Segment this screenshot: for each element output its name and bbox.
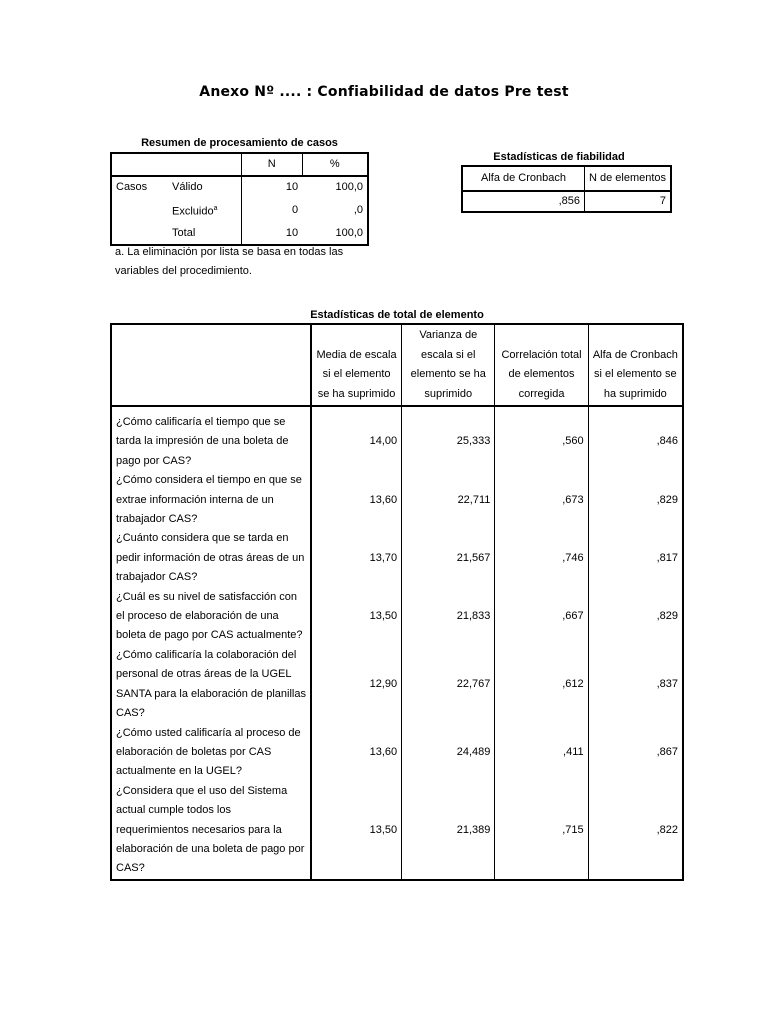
cell-n: 10 [241,176,302,198]
reliability-caption: Estadísticas de fiabilidad [493,151,625,163]
cell-alpha-if-deleted: ,837 [588,646,683,724]
cell-scale-variance: 21,389 [402,782,495,880]
cell-scale-mean: 14,00 [369,435,398,448]
cell-scale-mean: 13,60 [369,493,398,506]
cell-n-elements: 7 [585,191,672,212]
header-cell-item-correlation: Correlación total de elementos corregida [495,324,588,406]
cell-item-correlation: ,560 [495,406,588,471]
cell-scale-variance: 24,489 [402,724,495,782]
header-cell-pct: % [302,153,368,176]
cell-scale-variance: 25,333 [402,406,495,471]
table-row [111,176,368,198]
row-label: Válido [172,181,203,193]
table-row [462,191,671,212]
group-label: Casos [116,181,148,193]
cell-item-correlation: ,612 [495,646,588,724]
cell-item-correlation: ,715 [495,782,588,880]
row-label: Excluido$^a$ [172,205,218,218]
cell-alpha-if-deleted: ,867 [588,724,683,782]
header-cell-alpha-if-deleted: Alfa de Cronbach si el elemento se ha suprimido [588,324,683,406]
cell-item-correlation: ,667 [495,588,588,646]
reliability-table [461,165,672,213]
cell-scale-mean: 12,90 [369,677,398,690]
item-question: ¿Cuánto considera que se tarda en pedir información de otras áreas de un trabajador CAS? [111,529,311,587]
cell-pct: 100,0 [335,181,363,193]
table-row [111,646,683,724]
header-cell-empty [111,324,311,406]
item-question: ¿Cómo usted calificaría al proceso de elaboración de boletas por CAS actualmente en la UGEL? [111,724,311,782]
table-row [111,223,368,245]
item-total-table [110,323,684,881]
cell-alpha: ,856 [558,195,580,207]
item-question: ¿Cómo calificaría la colaboración del personal de otras áreas de la UGEL SANTA para la elaboración de planillas CAS? [111,646,311,724]
header-cell-empty [168,153,241,176]
row-label: Total [172,226,196,239]
cell-pct: ,0 [353,203,363,216]
table-row [111,724,683,782]
header-cell-n: N [241,153,302,176]
group-label-empty [111,198,168,223]
cell-scale-variance: 21,833 [402,588,495,646]
cell-scale-variance: 22,767 [402,646,495,724]
cell-alpha-if-deleted: ,829 [588,471,683,529]
item-question: ¿Considera que el uso del Sistema actual cumple todos los requerimientos necesarios para la elaboración de una boleta de pago por CAS? [111,782,311,880]
table-row [111,471,683,529]
cell-item-correlation: ,411 [495,724,588,782]
cell-scale-variance: 22,711 [402,471,495,529]
cell-alpha-if-deleted: ,829 [588,588,683,646]
footnote-marker: a [213,205,218,212]
cell-scale-variance: 21,567 [402,529,495,587]
header-cell-empty [111,153,168,176]
header-cell-scale-variance: Varianza de escala si el elemento se ha suprimido [402,324,495,406]
case-summary-table [110,152,369,246]
cell-n: 10 [241,223,302,245]
item-total-caption: Estadísticas de total de elemento [310,309,484,321]
table-row [111,782,683,880]
table-header-row [462,166,671,191]
table-row [111,529,683,587]
table-header-row [111,324,683,406]
cell-scale-mean: 13,60 [369,745,398,758]
cell-alpha-if-deleted: ,846 [588,406,683,471]
item-question: ¿Cuál es su nivel de satisfacción con el proceso de elaboración de una boleta de pago por CAS actualmente? [111,588,311,646]
cell-alpha-if-deleted: ,822 [588,782,683,880]
table-row [111,406,683,471]
header-cell-n-elements: N de elementos [585,166,672,191]
cell-alpha-if-deleted: ,817 [588,529,683,587]
item-question: ¿Cómo calificaría el tiempo que se tarda la impresión de una boleta de pago por CAS? [111,406,311,471]
header-cell-alpha: Alfa de Cronbach [462,166,585,191]
group-label-empty [111,223,168,245]
header-cell-scale-mean: Media de escala si el elemento se ha suprimido [311,324,402,406]
cell-n: 0 [241,198,302,223]
page-title: Anexo Nº .... : Confiabilidad de datos Pre test [199,84,569,100]
cell-scale-mean: 13,70 [369,551,398,564]
table-row [111,198,368,223]
item-question: ¿Cómo considera el tiempo en que se extrae información interna de un trabajador CAS? [111,471,311,529]
cell-scale-mean: 13,50 [369,610,398,623]
case-summary-footnote: a. La eliminación por lista se basa en todas las variables del procedimiento. [115,246,344,277]
case-summary-caption: Resumen de procesamiento de casos [141,137,338,149]
cell-item-correlation: ,673 [495,471,588,529]
table-row [111,588,683,646]
cell-pct: 100,0 [335,226,363,239]
table-header-row [111,153,368,176]
cell-scale-mean: 13,50 [369,823,398,836]
cell-item-correlation: ,746 [495,529,588,587]
